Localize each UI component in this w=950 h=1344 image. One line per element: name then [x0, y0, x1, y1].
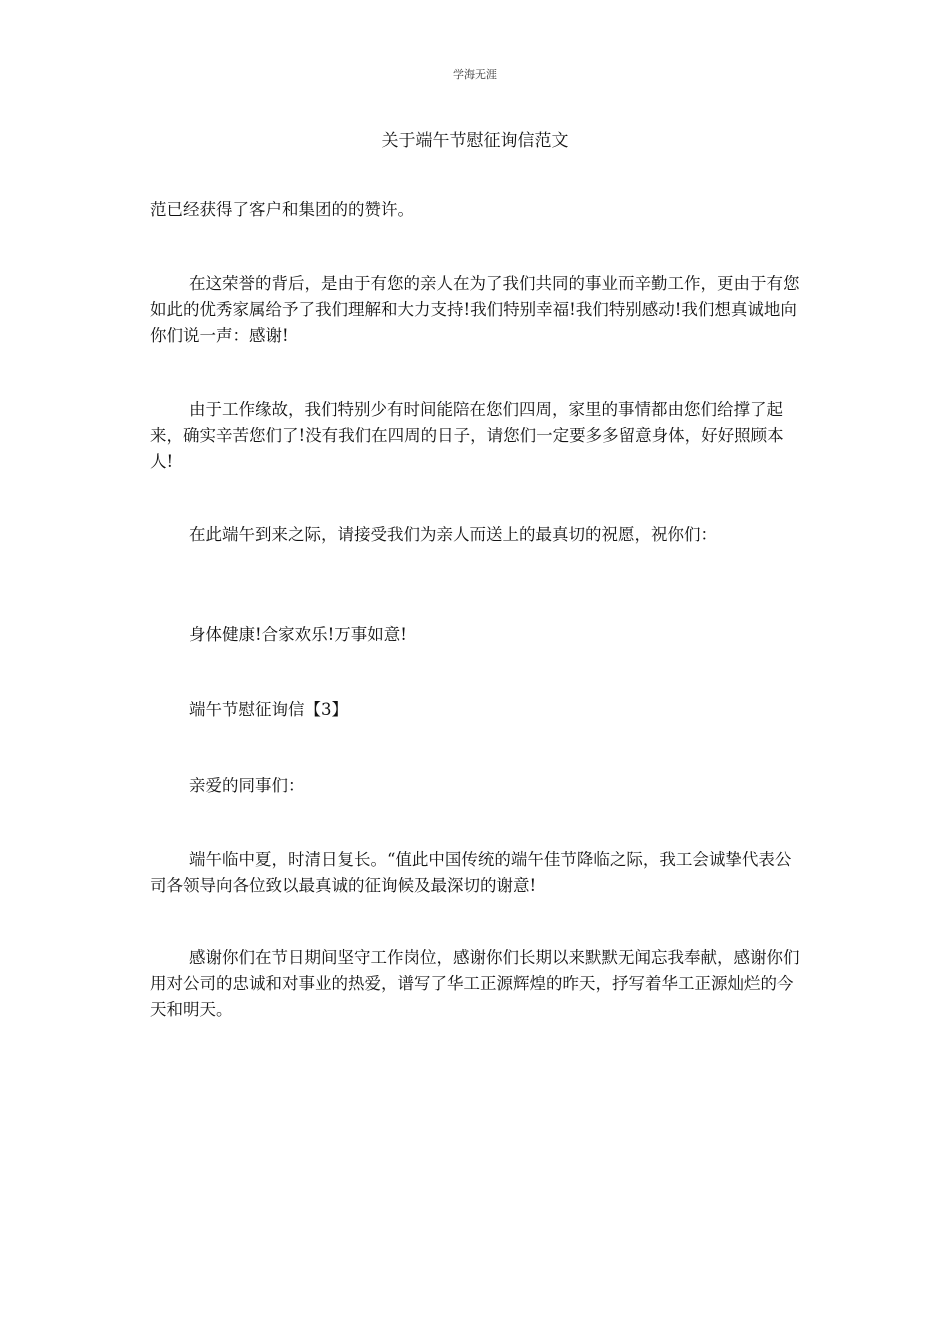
page-header: 学海无涯 [453, 68, 497, 81]
paragraph-5: 身体健康!合家欢乐!万事如意! [189, 625, 407, 644]
paragraph-6: 端午临中夏，时清日复长。“值此中国传统的端午佳节降临之际，我工会诚挚代表公司各领导向各位致以最真诚的征询候及最深切的谢意! [150, 850, 792, 895]
paragraph-2: 在这荣誉的背后，是由于有您的亲人在为了我们共同的事业而辛勤工作，更由于有您如此的优秀家属给予了我们理解和大力支持!我们特别幸福!我们特别感动!我们想真诚地向你们说一声：感谢! [150, 274, 800, 345]
section-heading: 端午节慰征询信【3】 [189, 700, 348, 719]
paragraph-1: 范已经获得了客户和集团的的赞许。 [150, 200, 414, 219]
salutation: 亲爱的同事们： [189, 776, 305, 795]
paragraph-7: 感谢你们在节日期间坚守工作岗位，感谢你们长期以来默默无闻忘我奉献，感谢你们用对公司的忠诚和对事业的热爱，谱写了华工正源辉煌的昨天，抒写着华工正源灿烂的今天和明天。 [150, 948, 800, 1019]
paragraph-3: 由于工作缘故，我们特别少有时间能陪在您们四周，家里的事情都由您们给撑了起来，确实辛苦您们了!没有我们在四周的日子，请您们一定要多多留意身体，好好照顾本人! [150, 400, 784, 471]
paragraph-4: 在此端午到来之际，请接受我们为亲人而送上的最真切的祝愿，祝你们： [189, 525, 717, 544]
document-title: 关于端午节慰征询信范文 [381, 131, 569, 151]
